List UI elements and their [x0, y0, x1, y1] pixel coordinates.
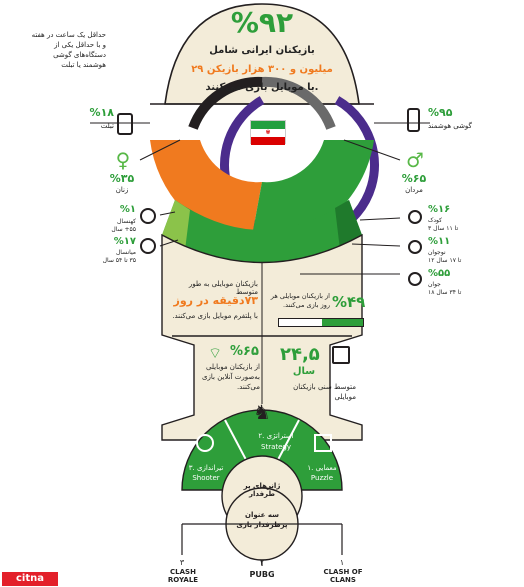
genre-2-en: Strategy: [261, 443, 291, 451]
age-middle-label: میانسال: [115, 249, 136, 256]
smartphone-label: گوشی هوشمند: [428, 122, 472, 130]
game-2-name: PUBG: [249, 570, 275, 579]
game-2-num: ۲: [259, 558, 265, 567]
online-pct: %۶۵: [230, 344, 259, 359]
daily-line1: بازیکنان موبایلی به طور متوسط: [188, 280, 258, 296]
women-label: زنان: [115, 186, 129, 194]
elderly-icon: [140, 208, 156, 224]
tablet-label: تبلت: [100, 122, 114, 130]
smartphone-icon: [407, 108, 420, 132]
age-young-label: جوان: [428, 281, 441, 288]
genre-1-en: Puzzle: [310, 474, 334, 482]
smartphone-pct: %۹۵: [428, 106, 453, 119]
age-young-pct: %۵۵: [428, 268, 451, 279]
citna-logo: citna: [2, 572, 58, 586]
age-avg-unit: سال: [292, 366, 316, 377]
header-line3: با موبایل بازی می‌کنند.: [205, 82, 319, 93]
genres-title: ژانرهای پر طرفدار: [243, 482, 281, 498]
teen-icon: [408, 240, 422, 254]
genre-2-label: ۲. استراتژی: [258, 432, 294, 440]
men-pct: %۶۵: [401, 172, 427, 185]
man-icon: ♂: [406, 148, 424, 172]
header-line1: بازیکنان ایرانی شامل: [209, 45, 315, 56]
age-teen-range: ۱۲ تا ۱۷ سال: [428, 257, 462, 264]
header-line2: ۲۹ میلیون و ۳۰۰ هزار بازیکن: [191, 64, 333, 75]
age-teen-label: نوجوان: [428, 249, 446, 256]
chess-knight-icon: ♞: [253, 400, 271, 424]
everyday-text: از بازیکنان موبایلی هر روز بازی می‌کنند.: [270, 292, 330, 309]
age-child-range: ۳ تا ۱۱ سال: [428, 225, 459, 232]
age-elderly-pct: %۱: [119, 204, 136, 215]
crosshair-icon: [196, 434, 214, 452]
daily-value: ۷۳دقیقه در روز: [173, 294, 258, 307]
women-pct: %۳۵: [109, 172, 135, 185]
genre-1-label: ۱. معمایی: [307, 464, 337, 472]
game-3-name: CLASH ROYALE: [167, 568, 199, 584]
age-middle-pct: %۱۷: [113, 236, 136, 247]
child-icon: [408, 210, 422, 224]
men-label: مردان: [405, 186, 423, 194]
age-middle-range: ۳۵ تا ۵۴ سال: [102, 257, 136, 264]
age-avg-value: ۲۴,۵: [280, 344, 320, 365]
age-child-label: کودک: [428, 217, 442, 224]
daily-line3: با پلتفرم موبایل بازی می‌کنند.: [172, 312, 258, 320]
young-icon: [408, 272, 422, 286]
age-teen-pct: %۱۱: [428, 236, 451, 247]
age-child-pct: %۱۶: [428, 204, 451, 215]
age-young-range: ۱۸ تا ۳۴ سال: [428, 289, 462, 296]
age-avg-text: متوسط سنی بازیکنان موبایلی: [293, 383, 356, 401]
online-text: از بازیکنان موبایلی به‌صورت آنلاین بازی می‌کنند.: [202, 363, 260, 391]
tablet-pct: %۱۸: [89, 106, 114, 119]
age-elderly-label: کهنسال: [117, 218, 136, 225]
genre-3-en: Shooter: [192, 474, 220, 482]
middle-aged-icon: [140, 238, 156, 254]
wifi-icon: ⌔: [208, 344, 223, 362]
games-title: سه عنوان پرطرفدار بازی: [236, 511, 288, 529]
age-elderly-range: ۵۵+ سال: [111, 226, 136, 233]
tablet-icon: [117, 113, 133, 135]
genre-3-label: ۳. تیراندازی: [188, 464, 224, 472]
maze-icon: [314, 434, 332, 452]
game-1-num: ۱: [339, 558, 345, 567]
birthday-cake-icon: [332, 346, 350, 364]
header-note: حداقل یک ساعت در هفته و با حداقل یکی از دستگاه‌های گوشی هوشمند یا تبلت: [31, 31, 106, 69]
woman-icon: ♀: [115, 148, 131, 172]
game-3-num: ۳: [179, 558, 185, 567]
everyday-pct: %۴۹: [332, 293, 366, 311]
header-percent: %۹۲: [230, 6, 294, 39]
iran-flag-icon: ✾: [250, 120, 286, 144]
game-1-name: CLASH OF CLANS: [323, 568, 363, 584]
everyday-progress-bar: [278, 318, 364, 327]
